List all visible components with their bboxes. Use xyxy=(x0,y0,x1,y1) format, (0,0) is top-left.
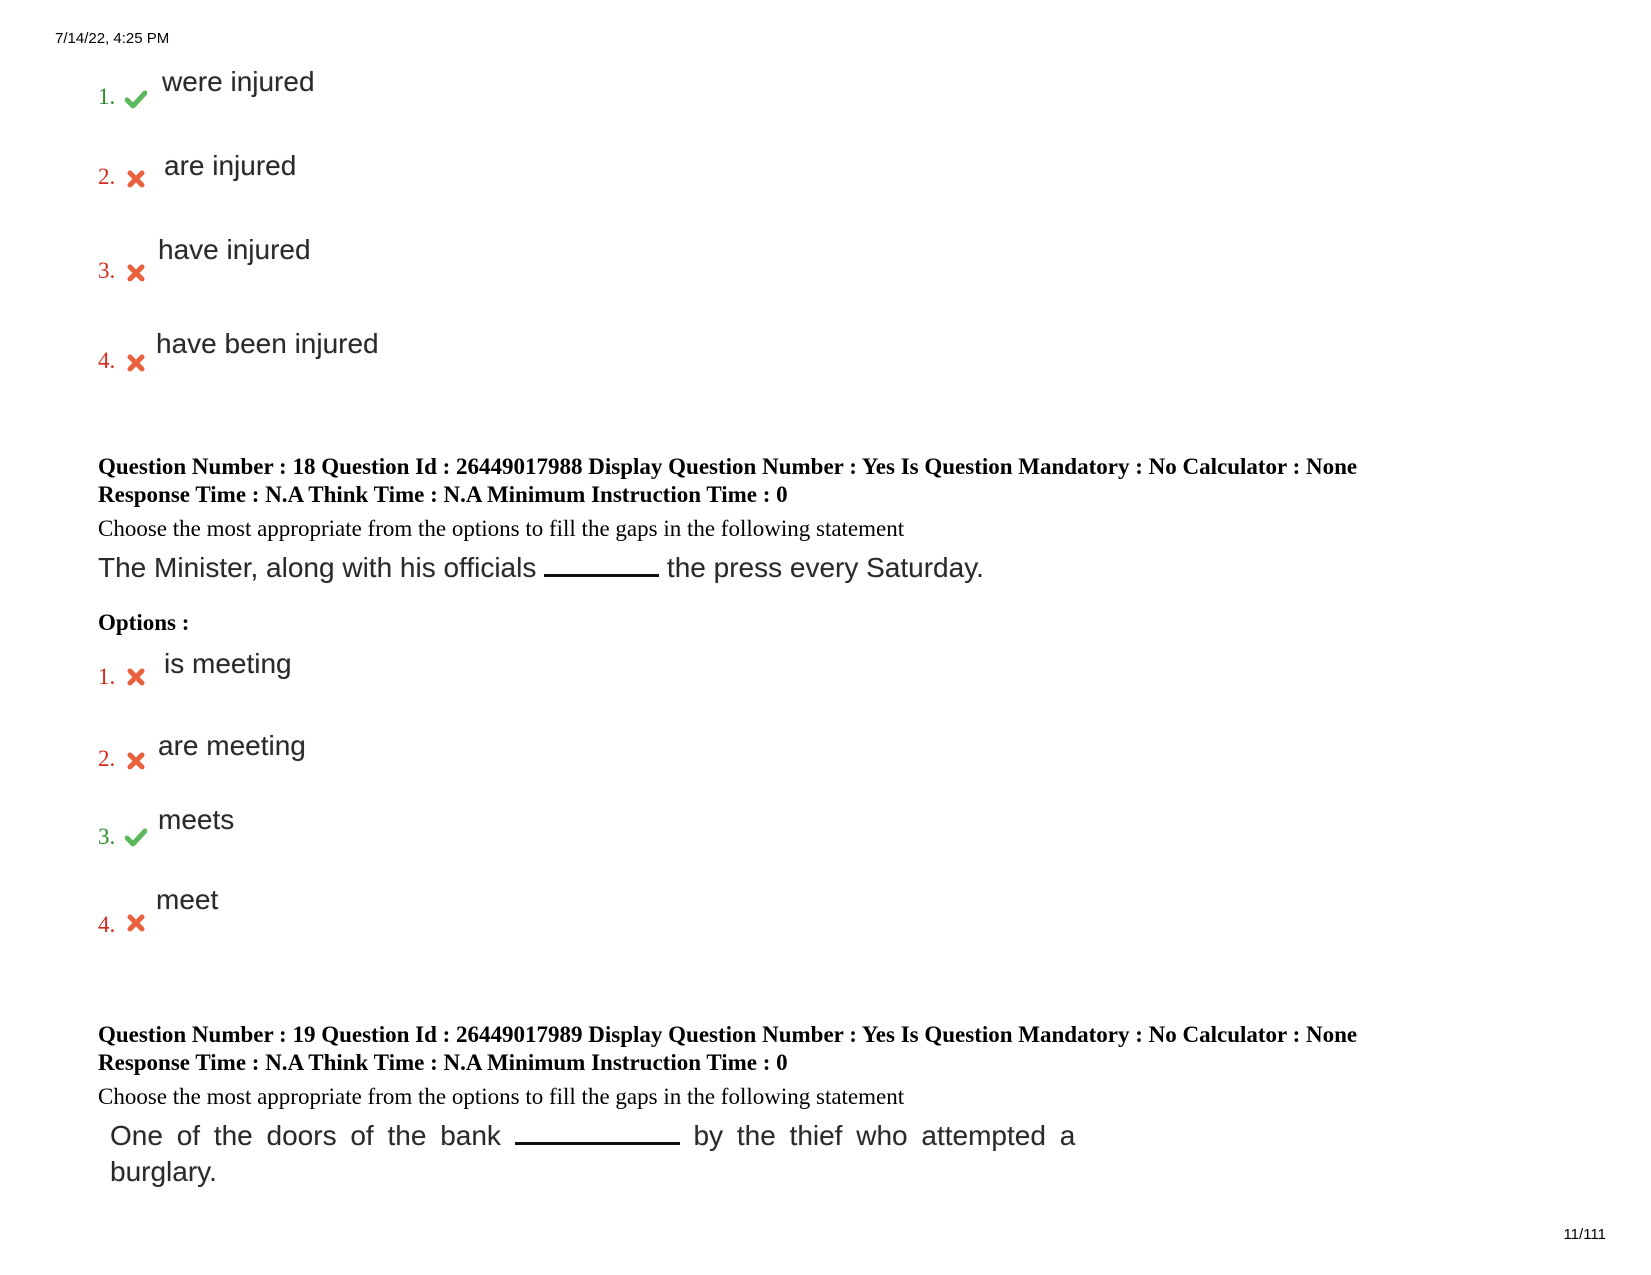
check-icon xyxy=(125,826,147,848)
q18-sentence-before: The Minister, along with his officials xyxy=(98,552,537,583)
option-text: meets xyxy=(158,804,235,835)
option-number: 2. xyxy=(98,164,116,189)
option-number: 2. xyxy=(98,746,116,771)
page-number: 11/111 xyxy=(1563,1226,1606,1243)
cross-icon xyxy=(125,666,147,688)
cross-icon xyxy=(125,262,147,284)
q18-sentence-after: the press every Saturday. xyxy=(666,552,984,583)
q19-blank xyxy=(515,1138,680,1145)
option-number: 1. xyxy=(98,84,116,109)
q18-sentence xyxy=(98,552,984,584)
cross-icon xyxy=(125,168,147,190)
option-number: 3. xyxy=(98,824,116,849)
cross-icon xyxy=(125,352,147,374)
q18-blank xyxy=(544,570,659,577)
q18-instruction: Choose the most appropriate from the options to fill the gaps in the following statement xyxy=(98,516,905,541)
q19-meta xyxy=(98,1021,1357,1077)
q18-meta xyxy=(98,453,1357,509)
q19-sentence-before: One of the doors of the bank xyxy=(110,1120,501,1151)
q18-options-label: Options : xyxy=(98,610,190,635)
q19-sentence-after: by the thief who attempted a xyxy=(693,1120,1076,1151)
option-number: 3. xyxy=(98,258,116,283)
option-text: have injured xyxy=(158,234,311,265)
cross-icon xyxy=(125,750,147,772)
option-number: 4. xyxy=(98,348,116,373)
q19-meta-line2: Response Time : N.A Think Time : N.A Minimum Instruction Time : 0 xyxy=(98,1050,788,1075)
q19-meta-line1: Question Number : 19 Question Id : 26449017989 Display Question Number : Yes Is Question Mandatory : No Calculator : None xyxy=(98,1022,1358,1047)
option-text: have been injured xyxy=(156,328,379,359)
print-timestamp: 7/14/22, 4:25 PM xyxy=(55,30,170,47)
cross-icon xyxy=(125,912,147,934)
q19-instruction: Choose the most appropriate from the options to fill the gaps in the following statement xyxy=(98,1084,905,1109)
option-text: is meeting xyxy=(164,648,292,679)
option-number: 1. xyxy=(98,664,116,689)
option-text: were injured xyxy=(162,66,315,97)
option-number: 4. xyxy=(98,912,116,937)
option-text: meet xyxy=(156,884,219,915)
check-icon xyxy=(125,88,147,110)
q19-sentence xyxy=(110,1120,1075,1188)
q18-meta-line2: Response Time : N.A Think Time : N.A Minimum Instruction Time : 0 xyxy=(98,482,788,507)
q18-meta-line1: Question Number : 18 Question Id : 26449017988 Display Question Number : Yes Is Question Mandatory : No Calculator : None xyxy=(98,454,1358,479)
option-text: are meeting xyxy=(158,730,306,761)
q19-sentence-line2: burglary. xyxy=(110,1156,217,1187)
option-text: are injured xyxy=(164,150,297,181)
